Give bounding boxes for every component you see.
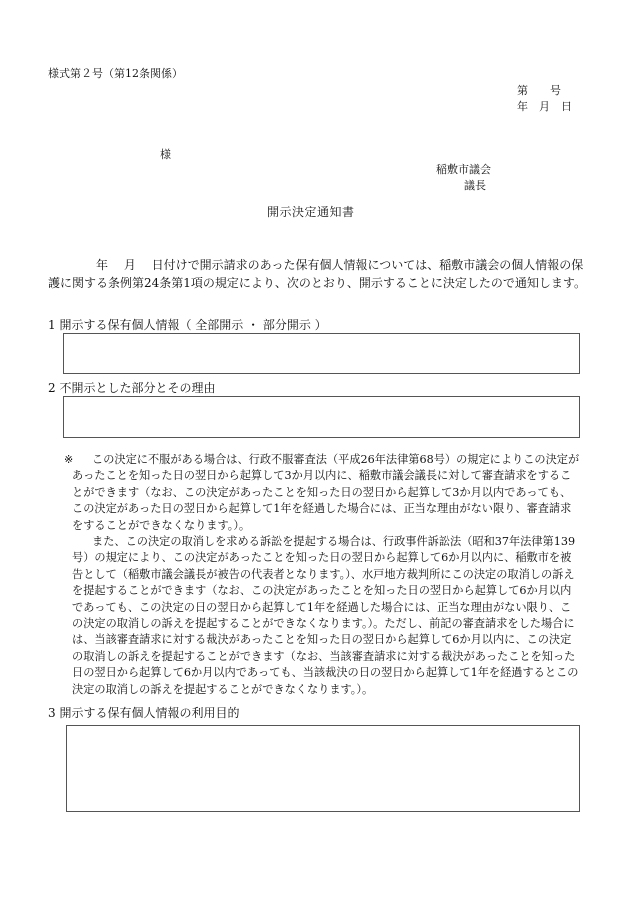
document-date: 年 月 日 bbox=[517, 100, 572, 113]
issuer-organization: 稲敷市議会 bbox=[436, 163, 491, 176]
document-number: 第 号 bbox=[517, 84, 561, 97]
intro-line-1: 年 月 日付けで開示請求のあった保有個人情報については、稲敷市議会の個人情報の保 bbox=[96, 258, 584, 272]
document-title: 開示決定通知書 bbox=[267, 205, 355, 219]
addressee-honorific: 様 bbox=[160, 148, 171, 161]
note-paragraph-1: この決定に不服がある場合は、行政不服審査法（平成26年法律第68号）の規定によりこの決定があったことを知った日の翌日から起算して3か月以内に、稲敷市議会議長に対して審査請求をすることができます（なお、この決定があったことを知った日の翌日から起算して3か月以内であっても、この決定があった日の翌日から起算して1年を経過した場合には、正当な理由がない限り、審査請求をすることができなくなります。）。 bbox=[72, 453, 580, 532]
form-number: 様式第２号（第12条関係） bbox=[48, 67, 183, 80]
issuer-title: 議長 bbox=[464, 179, 486, 192]
section-2-field[interactable] bbox=[63, 396, 580, 438]
note-mark: ※ bbox=[64, 453, 74, 466]
section-3-field[interactable] bbox=[66, 725, 580, 812]
section-1-heading: 1 開示する保有個人情報（ 全部開示 ・ 部分開示 ） bbox=[48, 318, 327, 332]
section-3-heading: 3 開示する保有個人情報の利用目的 bbox=[48, 706, 240, 720]
section-2-heading: 2 不開示とした部分とその理由 bbox=[48, 381, 216, 395]
note-paragraph-2: また、この決定の取消しを求める訴訟を提起する場合は、行政事件訴訟法（昭和37年法律第139号）の規定により、この決定があったことを知った日の翌日から起算して6か月以内に、稲敷市を被告として（稲敷市議会議長が被告の代表者となります。）、水戸地方裁判所にこの決定の取消しの訴えを提起することができます（なお、この決定があったことを知った日の翌日から起算して6か月以内であっても、この決定の日の翌日から起算して1年を経過した場合には、正当な理由がない限り、この決定の取消しの訴えを提起することができなくなります。）。ただし、前記の審査請求をした場合には、当該審査請求に対する裁決があったことを知った日の翌日から起算して6か月以内に、この決定の取消しの訴えを提起することができます（なお、当該審査請求に対する裁決があったことを知った日の翌日から起算して6か月以内であっても、当該裁決の日の翌日から起算して1年を経過するとこの決定の取消しの訴えを提起することができなくなります。）。 bbox=[72, 535, 579, 696]
intro-line-2: 護に関する条例第24条第1項の規定により、次のとおり、開示することに決定したので通知します。 bbox=[48, 276, 586, 290]
section-1-field[interactable] bbox=[63, 333, 580, 374]
